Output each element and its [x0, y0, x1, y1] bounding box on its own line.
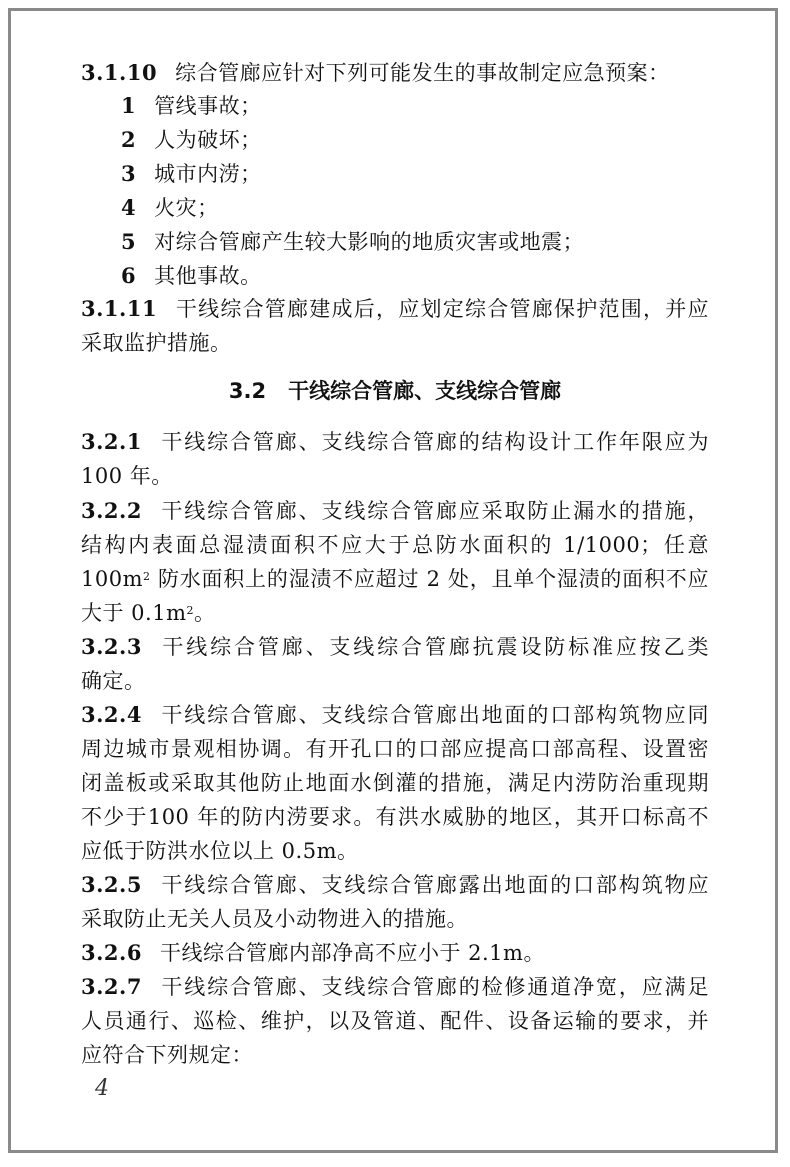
clause-continuation: 结构内表面总湿渍面积不应大于总防水面积的 1/1000；任意: [81, 533, 709, 557]
clause-text: 干线综合管廊、支线综合管廊露出地面的口部构筑物应: [159, 873, 709, 897]
clause-continuation: 闭盖板或采取其他防止地面水倒灌的措施，满足内涝防治重现期: [81, 771, 709, 795]
clause-3-2-1: [81, 425, 709, 459]
clause-continuation: 100 年。: [81, 464, 173, 488]
section-heading: [0, 374, 790, 408]
clause-number: 3.2.4: [81, 702, 142, 727]
clause-number: 3.2.1: [81, 429, 142, 454]
item-number: 3: [121, 161, 137, 186]
list-item: [121, 225, 584, 259]
clause-continuation: 人员通行、巡检、维护，以及管道、配件、设备运输的要求，并: [81, 1009, 709, 1033]
item-text: 火灾；: [154, 196, 219, 220]
clause-number: 3.2.5: [81, 872, 142, 897]
list-item: [121, 157, 262, 191]
clause-text: 干线综合管廊、支线综合管廊的结构设计工作年限应为: [159, 430, 709, 454]
text-fragment: 大于 0.1m: [81, 601, 187, 625]
clause-text: 干线综合管廊、支线综合管廊抗震设防标准应按乙类: [159, 635, 709, 659]
text-fragment: 100m: [81, 567, 143, 591]
item-number: 6: [121, 263, 137, 288]
item-number: 1: [121, 93, 137, 118]
clause-number: 3.1.10: [81, 60, 158, 85]
clause-number: 3.2.6: [81, 940, 142, 965]
clause-continuation: 确定。: [81, 669, 146, 693]
clause-3-2-4: [81, 698, 709, 732]
list-item: [121, 259, 262, 293]
clause-continuation: 采取防止无关人员及小动物进入的措施。: [81, 907, 468, 931]
item-text: 对综合管廊产生较大影响的地质灾害或地震；: [154, 230, 585, 254]
clause-continuation: 不少于100 年的防内涝要求。有洪水威胁的地区，其开口标高不: [81, 805, 709, 829]
text-fragment: 。: [194, 601, 216, 625]
clause-text: 干线综合管廊、支线综合管廊的检修通道净宽，应满足: [159, 975, 709, 999]
clause-number: 3.2.2: [81, 498, 142, 523]
list-item: [121, 89, 262, 123]
item-text: 其他事故。: [154, 264, 262, 288]
item-text: 管线事故；: [154, 94, 262, 118]
clause-continuation: [81, 562, 709, 596]
text-fragment: 防水面积上的湿渍不应超过 2 处，且单个湿渍的面积不应: [150, 567, 709, 591]
clause-text: 干线综合管廊、支线综合管廊出地面的口部构筑物应同: [159, 703, 709, 727]
clause-text: 干线综合管廊建成后，应划定综合管廊保护范围，并应: [175, 297, 709, 321]
clause-number: 3.2.3: [81, 634, 142, 659]
item-number: 4: [121, 195, 137, 220]
item-text: 城市内涝；: [154, 162, 262, 186]
superscript: 2: [143, 570, 151, 583]
list-item: [121, 191, 219, 225]
clause-3-2-5: [81, 868, 709, 902]
section-number: 3.2: [228, 379, 267, 403]
clause-text: 干线综合管廊、支线综合管廊应采取防止漏水的措施，: [159, 499, 709, 523]
clause-continuation: 应低于防洪水位以上 0.5m。: [81, 839, 359, 863]
item-number: 5: [121, 229, 137, 254]
clause-3-2-7: [81, 970, 709, 1004]
clause-3-2-2: [81, 494, 709, 528]
clause-text: 干线综合管廊内部净高不应小于 2.1m。: [159, 941, 545, 965]
clause-3-2-3: [81, 630, 709, 664]
clause-3-1-10: [81, 56, 670, 90]
item-number: 2: [121, 127, 137, 152]
page-number: 4: [95, 1076, 109, 1101]
clause-number: 3.2.7: [81, 974, 142, 999]
section-title: 干线综合管廊、支线综合管廊: [288, 379, 562, 403]
clause-number: 3.1.11: [81, 296, 158, 321]
clause-continuation: [81, 596, 216, 630]
clause-continuation: 周边城市景观相协调。有开孔口的口部应提高口部高程、设置密: [81, 737, 709, 761]
list-item: [121, 123, 262, 157]
clause-continuation: 采取监护措施。: [81, 331, 232, 355]
item-text: 人为破坏；: [154, 128, 262, 152]
clause-3-2-6: [81, 936, 545, 970]
clause-text: 综合管廊应针对下列可能发生的事故制定应急预案：: [175, 61, 670, 85]
clause-continuation: 应符合下列规定：: [81, 1043, 253, 1067]
clause-3-1-11: [81, 292, 709, 326]
superscript: 2: [186, 604, 194, 617]
